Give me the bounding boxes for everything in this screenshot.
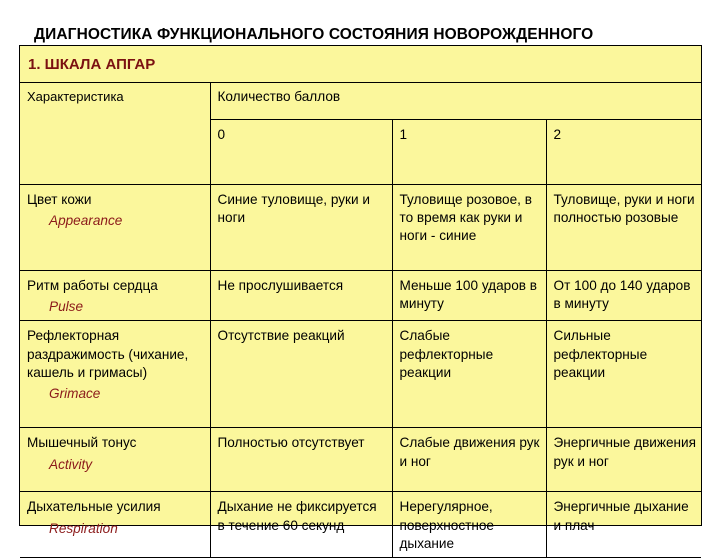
- score-2-cell: Сильные рефлекторные реакции: [546, 321, 701, 428]
- score-0-cell: Не прослушивается: [210, 271, 392, 321]
- characteristic-name: Дыхательные усилия: [27, 499, 161, 515]
- characteristic-latin: Pulse: [49, 299, 84, 315]
- score-1-cell: Нерегулярное, поверхностное дыхание: [392, 492, 546, 558]
- table-row: [20, 271, 701, 321]
- score-2-cell: От 100 до 140 ударов в минуту: [546, 271, 701, 321]
- table-row: [20, 492, 701, 558]
- characteristic-latin: Activity: [49, 456, 93, 472]
- header-row: [20, 82, 701, 120]
- characteristic-cell: [20, 321, 210, 428]
- score-header-2: 2: [546, 120, 701, 185]
- score-0-cell: Полностью отсутствует: [210, 428, 392, 492]
- table-row: [20, 428, 701, 492]
- score-0-cell: Дыхание не фиксируется в течение 60 секунд: [210, 492, 392, 558]
- apgar-table-frame: [19, 45, 702, 551]
- table-row: [20, 185, 701, 271]
- characteristic-latin: Grimace: [49, 386, 101, 402]
- characteristic-latin: Appearance: [49, 213, 123, 229]
- score-header-1: 1: [392, 120, 546, 185]
- score-1-cell: Туловище розовое, в то время как руки и ноги - синие: [392, 185, 546, 271]
- characteristic-cell: [20, 271, 210, 321]
- characteristic-name: Ритм работы сердца: [27, 278, 158, 293]
- score-2-cell: Туловище, руки и ноги полностью розовые: [546, 185, 701, 271]
- score-1-cell: Меньше 100 ударов в минуту: [392, 271, 546, 321]
- score-1-cell: Слабые движения рук и ног: [392, 428, 546, 492]
- characteristic-name: Рефлекторная раздражимость (чихание, кашель и гримасы): [27, 328, 189, 380]
- characteristic-cell: [20, 492, 210, 558]
- section-title: 1. ШКАЛА АПГАР: [20, 46, 701, 83]
- characteristic-header: Характеристика: [20, 82, 210, 185]
- page-title: ДИАГНОСТИКА ФУНКЦИОНАЛЬНОГО СОСТОЯНИЯ НОВОРОЖДЕННОГО: [34, 26, 594, 43]
- characteristic-name: Цвет кожи: [27, 192, 92, 207]
- characteristic-latin: Respiration: [49, 520, 118, 536]
- characteristic-cell: [20, 428, 210, 492]
- score-1-cell: Слабые рефлекторные реакции: [392, 321, 546, 428]
- score-0-cell: Отсутствие реакций: [210, 321, 392, 428]
- score-2-cell: Энергичные движения рук и ног: [546, 428, 701, 492]
- table-row: [20, 321, 701, 428]
- characteristic-cell: [20, 185, 210, 271]
- score-header-0: 0: [210, 120, 392, 185]
- characteristic-name: Мышечный тонус: [27, 435, 137, 451]
- score-2-cell: Энергичные дыхание и плач: [546, 492, 701, 558]
- score-group-header: Количество баллов: [210, 82, 701, 120]
- apgar-table: [20, 82, 701, 558]
- score-0-cell: Синие туловище, руки и ноги: [210, 185, 392, 271]
